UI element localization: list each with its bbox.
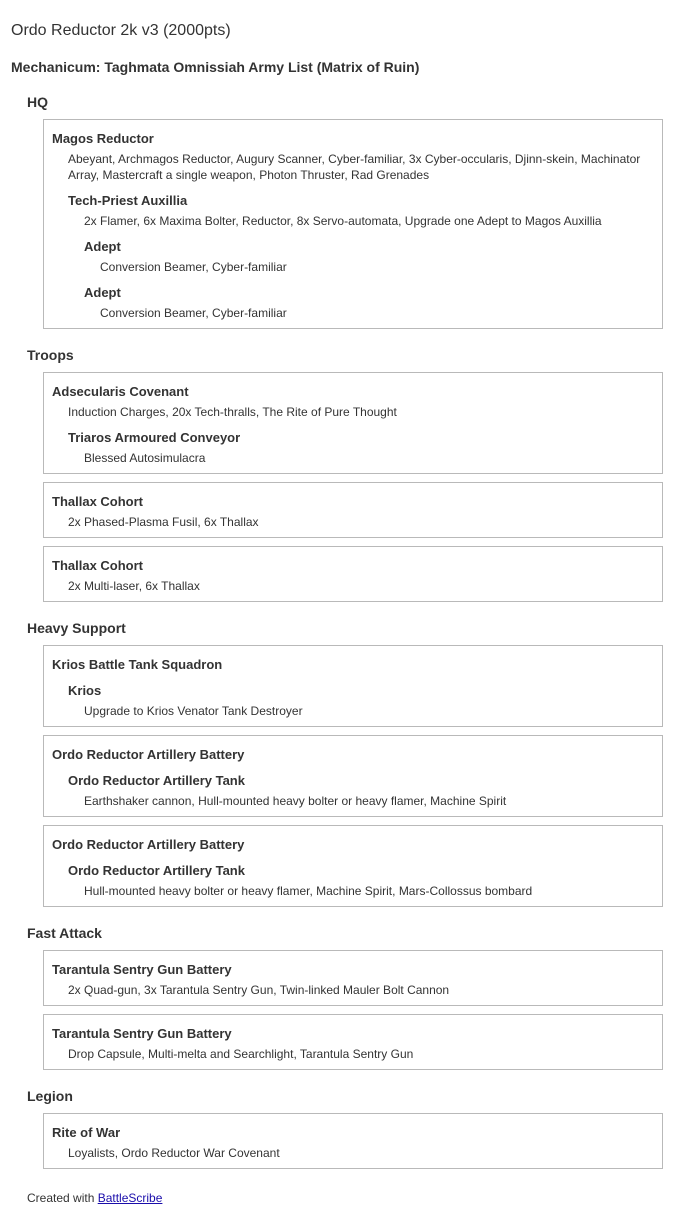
unit-card [43, 482, 663, 538]
unit-card [43, 1113, 663, 1169]
unit-name: Magos Reductor [52, 131, 154, 146]
subunit-name: Krios [68, 683, 102, 698]
unit-card [43, 825, 663, 907]
roster-title: Ordo Reductor 2k v3 (2000pts) [11, 22, 231, 39]
unit-name: Tarantula Sentry Gun Battery [52, 962, 232, 977]
subunit-name: Adept [84, 239, 121, 254]
subunit-name: Adept [84, 285, 121, 300]
category-heavy-support: Heavy Support [27, 620, 126, 636]
unit-rules: Loyalists, Ordo Reductor War Covenant [68, 1146, 280, 1160]
category-hq: HQ [27, 94, 48, 110]
unit-card [43, 1014, 663, 1070]
unit-name: Thallax Cohort [52, 558, 144, 573]
unit-card [43, 372, 663, 474]
subunit-rules: 2x Flamer, 6x Maxima Bolter, Reductor, 8x Servo-automata, Upgrade one Adept to Magos Auxillia [84, 214, 602, 228]
unit-card [43, 735, 663, 817]
subunit-rules: Conversion Beamer, Cyber-familiar [100, 260, 287, 274]
unit-rules: Induction Charges, 20x Tech-thralls, The Rite of Pure Thought [68, 405, 397, 419]
unit-name: Rite of War [52, 1125, 121, 1140]
unit-rules: 2x Quad-gun, 3x Tarantula Sentry Gun, Twin-linked Mauler Bolt Cannon [68, 983, 450, 997]
category-troops: Troops [27, 347, 74, 363]
battlescribe-link[interactable]: BattleScribe [97, 1191, 163, 1205]
subunit-rules: Earthshaker cannon, Hull-mounted heavy bolter or heavy flamer, Machine Spirit [84, 794, 507, 808]
unit-card [43, 950, 663, 1006]
unit-name: Thallax Cohort [52, 494, 144, 509]
subunit-name: Tech-Priest Auxillia [68, 193, 188, 208]
unit-card [43, 119, 663, 329]
unit-name: Krios Battle Tank Squadron [52, 657, 223, 672]
unit-rules: 2x Phased-Plasma Fusil, 6x Thallax [68, 515, 259, 529]
category-fast-attack: Fast Attack [27, 925, 102, 941]
unit-name: Ordo Reductor Artillery Battery [52, 747, 245, 762]
unit-card [43, 546, 663, 602]
unit-rules: Abeyant, Archmagos Reductor, Augury Scanner, Cyber-familiar, 3x Cyber-occularis, Djinn-skein, Machinator Array, Mastercraft a single weapon, Photon Thruster, Rad Grenades [68, 152, 641, 182]
footer-prefix: Created with [27, 1191, 98, 1205]
unit-name: Adsecularis Covenant [52, 384, 189, 399]
subunit-name: Triaros Armoured Conveyor [68, 430, 241, 445]
subunit-name: Ordo Reductor Artillery Tank [68, 863, 245, 878]
subunit-rules: Upgrade to Krios Venator Tank Destroyer [84, 704, 303, 718]
unit-name: Tarantula Sentry Gun Battery [52, 1026, 232, 1041]
category-legion: Legion [27, 1088, 73, 1104]
footer [27, 1190, 162, 1206]
unit-rules: Drop Capsule, Multi-melta and Searchlight, Tarantula Sentry Gun [68, 1047, 414, 1061]
subunit-rules: Blessed Autosimulacra [84, 451, 206, 465]
force-title: Mechanicum: Taghmata Omnissiah Army List (Matrix of Ruin) [11, 59, 420, 75]
subunit-rules: Conversion Beamer, Cyber-familiar [100, 306, 287, 320]
subunit-name: Ordo Reductor Artillery Tank [68, 773, 245, 788]
subunit-rules: Hull-mounted heavy bolter or heavy flamer, Machine Spirit, Mars-Collossus bombard [84, 884, 533, 898]
unit-name: Ordo Reductor Artillery Battery [52, 837, 245, 852]
unit-rules: 2x Multi-laser, 6x Thallax [68, 579, 200, 593]
unit-card [43, 645, 663, 727]
